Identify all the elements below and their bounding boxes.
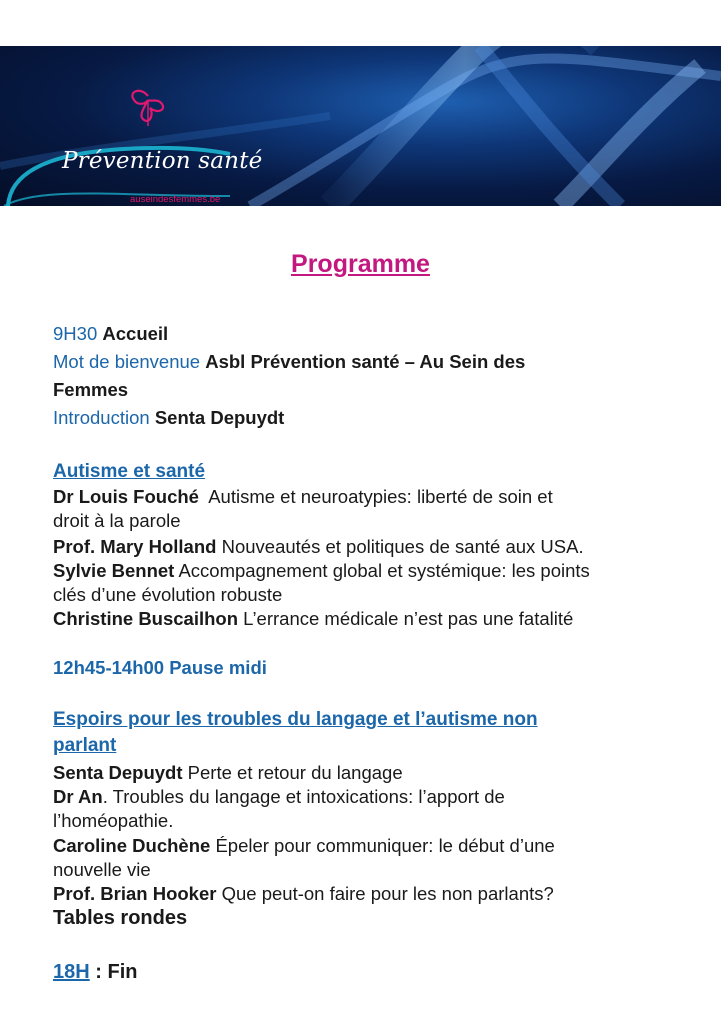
list-item <box>53 834 555 857</box>
intro-line-accueil <box>53 322 168 345</box>
brand-name: Prévention santé <box>62 148 263 174</box>
pause-line: 12h45-14h00 Pause midi <box>53 657 267 678</box>
speaker-name: Caroline Duchène <box>53 835 211 856</box>
header-banner <box>0 46 721 206</box>
list-item <box>53 559 590 582</box>
speaker-name: Dr Louis Fouché <box>53 486 199 507</box>
intro-line-bienvenue <box>53 350 525 373</box>
speaker-name: Dr An <box>53 786 103 807</box>
section-heading-langage: Espoirs pour les troubles du langage et l’autisme non <box>53 709 538 730</box>
speaker-name: Sylvie Bennet <box>53 560 175 581</box>
end-text: : Fin <box>89 961 138 983</box>
list-item <box>53 882 554 905</box>
talk-title-continued: nouvelle vie <box>53 859 151 880</box>
talk-title-continued: droit à la parole <box>53 510 181 531</box>
list-item <box>53 535 584 558</box>
section-heading-langage-continued: parlant <box>53 735 117 756</box>
talk-title: Nouveautés et politiques de santé aux USA. <box>221 536 584 557</box>
list-item <box>53 761 403 784</box>
intro-label: Mot de bienvenue <box>53 351 201 372</box>
intro-label: 9H30 <box>53 323 98 344</box>
list-item <box>53 485 553 508</box>
end-time: 18H <box>53 961 90 983</box>
intro-line-introduction <box>53 406 284 429</box>
talk-title: . Troubles du langage et intoxications: l’apport de <box>102 786 505 807</box>
page-title: Programme <box>291 250 430 278</box>
intro-text: Accueil <box>102 323 169 344</box>
talk-title-continued: l’homéopathie. <box>53 810 174 831</box>
intro-label: Introduction <box>53 407 150 428</box>
list-item <box>53 785 505 808</box>
intro-text: Asbl Prévention santé – Au Sein des <box>205 351 526 372</box>
section-heading-autisme: Autisme et santé <box>53 461 206 482</box>
intro-text: Senta Depuydt <box>154 407 285 428</box>
site-url: auseindesfemmes.be <box>130 194 221 205</box>
talk-title: Perte et retour du langage <box>187 762 403 783</box>
swoosh-decoration <box>0 46 263 206</box>
speaker-name: Prof. Mary Holland <box>53 536 217 557</box>
talk-title: Que peut-on faire pour les non parlants? <box>221 883 554 904</box>
intro-text-continued: Femmes <box>53 379 129 400</box>
tables-rondes: Tables rondes <box>53 907 188 929</box>
end-line <box>53 961 137 984</box>
speaker-name: Senta Depuydt <box>53 762 183 783</box>
talk-title: Épeler pour communiquer: le début d’une <box>215 835 555 856</box>
list-item <box>53 607 573 630</box>
talk-title: L’errance médicale n’est pas une fatalité <box>243 608 574 629</box>
speaker-name: Christine Buscailhon <box>53 608 239 629</box>
talk-title-continued: clés d’une évolution robuste <box>53 584 283 605</box>
speaker-name: Prof. Brian Hooker <box>53 883 217 904</box>
talk-title: Autisme et neuroatypies: liberté de soin et <box>208 486 553 507</box>
talk-title: Accompagnement global et systémique: les points <box>178 560 590 581</box>
